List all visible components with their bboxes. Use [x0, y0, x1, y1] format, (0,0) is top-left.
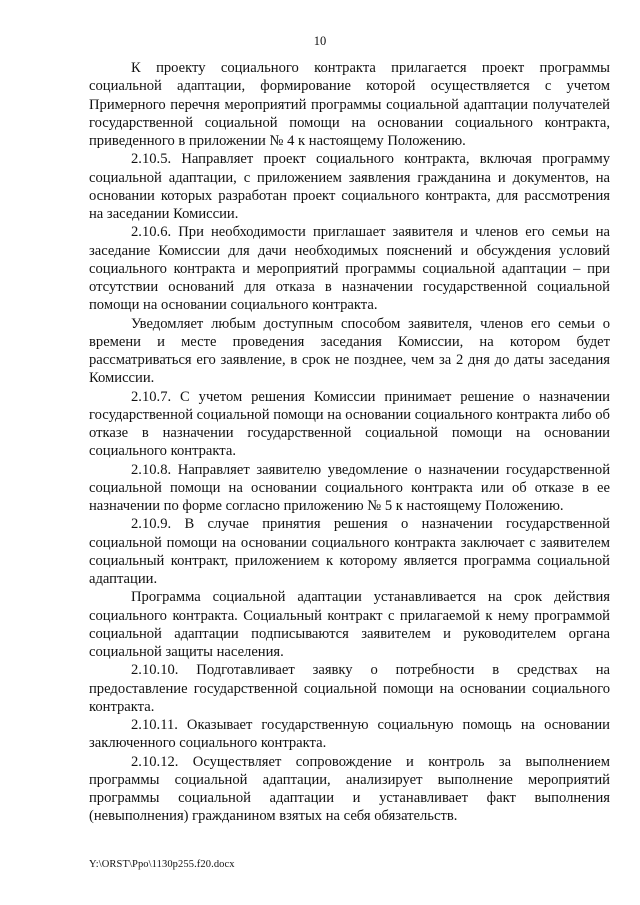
paragraph: К проекту социального контракта прилагается проект программы социальной адаптации, формирование которой осуществляется с учетом Примерного перечня мероприятий программы социальной адаптации получателей государственной социальной помощи на основании социального контракта, приведенного в приложении № 4 к настоящему Положению.	[89, 60, 610, 149]
paragraph: 2.10.7. С учетом решения Комиссии принимает решение о назначении государственной социальной помощи на основании социального контракта либо об отказе в назначении государственной социальной помощи на основании социального контракта.	[89, 388, 610, 460]
paragraph: 2.10.6. При необходимости приглашает заявителя и членов его семьи на заседание Комиссии для дачи необходимых пояснений и обсуждения условий социального контракта и мероприятий программы социальной адаптации – при отсутствии оснований для отказа в назначении государственной социальной помощи на основании социального контракта.	[89, 224, 610, 314]
paragraph: 2.10.11. Оказывает государственную социальную помощь на основании заключенного социального контракта.	[89, 717, 610, 752]
paragraph: Уведомляет любым доступным способом заявителя, членов его семьи о времени и месте проведения заседания Комиссии, на котором будет рассматриваться его заявление, в срок не позднее, чем за 2 дня до даты заседания Комиссии.	[89, 315, 610, 387]
paragraph: 2.10.9. В случае принятия решения о назначении государственной социальной помощи на основании социального контракта заключает с заявителем социальный контракт, приложением к которому является программа социальной адаптации.	[89, 516, 610, 587]
footer-file-path: Y:\ORST\Ppo\1130p255.f20.docx	[89, 859, 235, 870]
paragraph: 2.10.5. Направляет проект социального контракта, включая программу социальной адаптации, с приложением заявления гражданина и документов, на основании которых разработан проект социального контракта, для рассмотрения на заседании Комиссии.	[89, 151, 610, 222]
paragraph: 2.10.8. Направляет заявителю уведомление о назначении государственной социальной помощи на основании социального контракта или об отказе в ее назначении по форме согласно приложению № 5 к настоящему Положению.	[89, 461, 610, 514]
paragraph: 2.10.10. Подготавливает заявку о потребности в средствах на предоставление государственной социальной помощи на основании социального контракта.	[89, 662, 610, 715]
paragraph: 2.10.12. Осуществляет сопровождение и контроль за выполнением программы социальной адаптации, анализирует выполнение мероприятий программы социальной адаптации и устанавливает факт выполнения (невыполнения) гражданином взятых на себя обязательств.	[89, 753, 610, 825]
paragraph: Программа социальной адаптации устанавливается на срок действия социального контракта. Социальный контракт с прилагаемой к нему программой социальной адаптации подписываются заявителем и руководителем органа социальной защиты населения.	[89, 589, 610, 660]
page-number: 10	[313, 34, 327, 48]
document-body	[89, 59, 610, 826]
